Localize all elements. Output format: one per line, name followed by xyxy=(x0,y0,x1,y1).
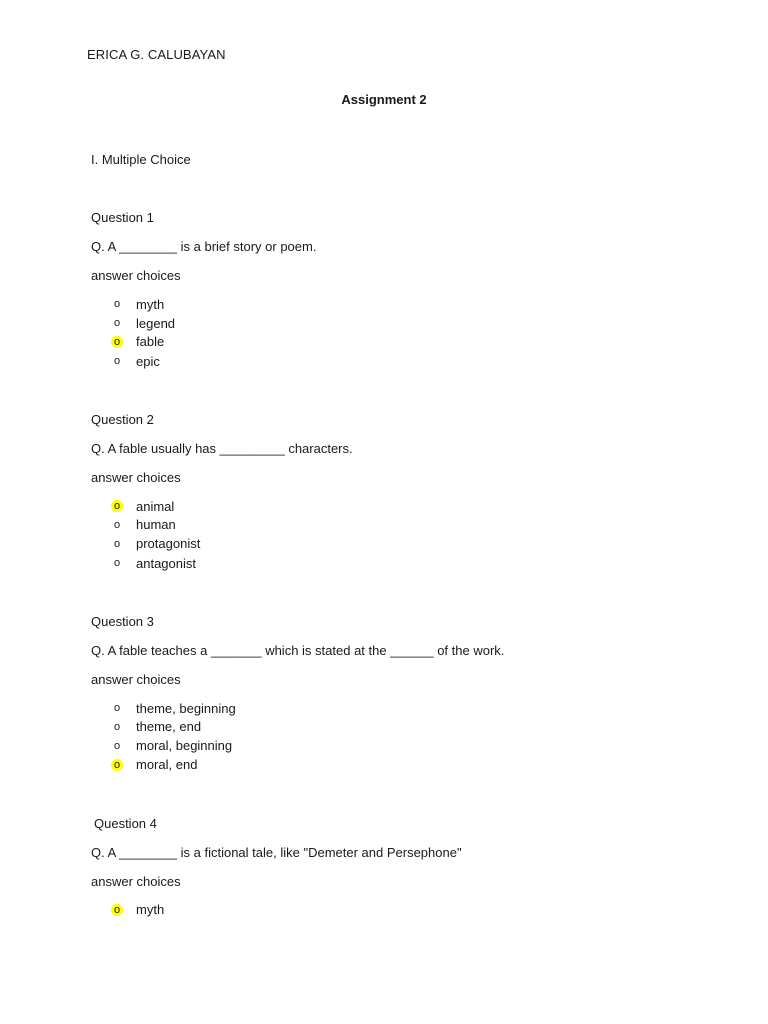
option-bullet-highlighted: o xyxy=(111,904,123,916)
section-heading: I. Multiple Choice xyxy=(91,152,191,167)
question-prompt: Q. A fable usually has _________ characters. xyxy=(91,441,353,456)
question-prompt: Q. A ________ is a brief story or poem. xyxy=(91,239,317,254)
option-label: animal xyxy=(136,499,175,514)
option-bullet: o xyxy=(113,556,121,569)
option-bullet: o xyxy=(113,316,121,329)
question-heading: Question 2 xyxy=(91,412,154,427)
option-label: legend xyxy=(136,316,176,331)
question-prompt: Q. A ________ is a fictional tale, like "Demeter and Persephone" xyxy=(91,845,462,860)
option-bullet: o xyxy=(113,720,121,733)
option-bullet: o xyxy=(113,537,121,550)
option-bullet-highlighted: o xyxy=(111,759,123,771)
option-label: theme, end xyxy=(136,719,202,734)
question-heading: Question 4 xyxy=(94,816,157,831)
option-label: moral, beginning xyxy=(136,738,233,753)
option-label: myth xyxy=(136,297,165,312)
answer-choices-label: answer choices xyxy=(91,470,181,485)
question-heading: Question 3 xyxy=(91,614,154,629)
option-bullet: o xyxy=(113,354,121,367)
option-bullet-highlighted: o xyxy=(111,500,123,512)
option-label: myth xyxy=(136,902,165,917)
author-name: ERICA G. CALUBAYAN xyxy=(87,47,226,62)
option-label: protagonist xyxy=(136,536,201,551)
option-label: antagonist xyxy=(136,556,196,571)
option-bullet: o xyxy=(113,297,121,310)
answer-choices-label: answer choices xyxy=(91,874,181,889)
option-label: theme, beginning xyxy=(136,701,236,716)
page-title: Assignment 2 xyxy=(341,92,427,107)
option-label: human xyxy=(136,517,176,532)
option-label: fable xyxy=(136,334,165,349)
option-label: moral, end xyxy=(136,757,198,772)
answer-choices-label: answer choices xyxy=(91,268,181,283)
question-prompt: Q. A fable teaches a _______ which is stated at the ______ of the work. xyxy=(91,643,505,658)
answer-choices-label: answer choices xyxy=(91,672,181,687)
option-bullet-highlighted: o xyxy=(111,336,123,348)
question-heading: Question 1 xyxy=(91,210,154,225)
option-bullet: o xyxy=(113,518,121,531)
option-bullet: o xyxy=(113,701,121,714)
option-label: epic xyxy=(136,354,160,369)
option-bullet: o xyxy=(113,739,121,752)
